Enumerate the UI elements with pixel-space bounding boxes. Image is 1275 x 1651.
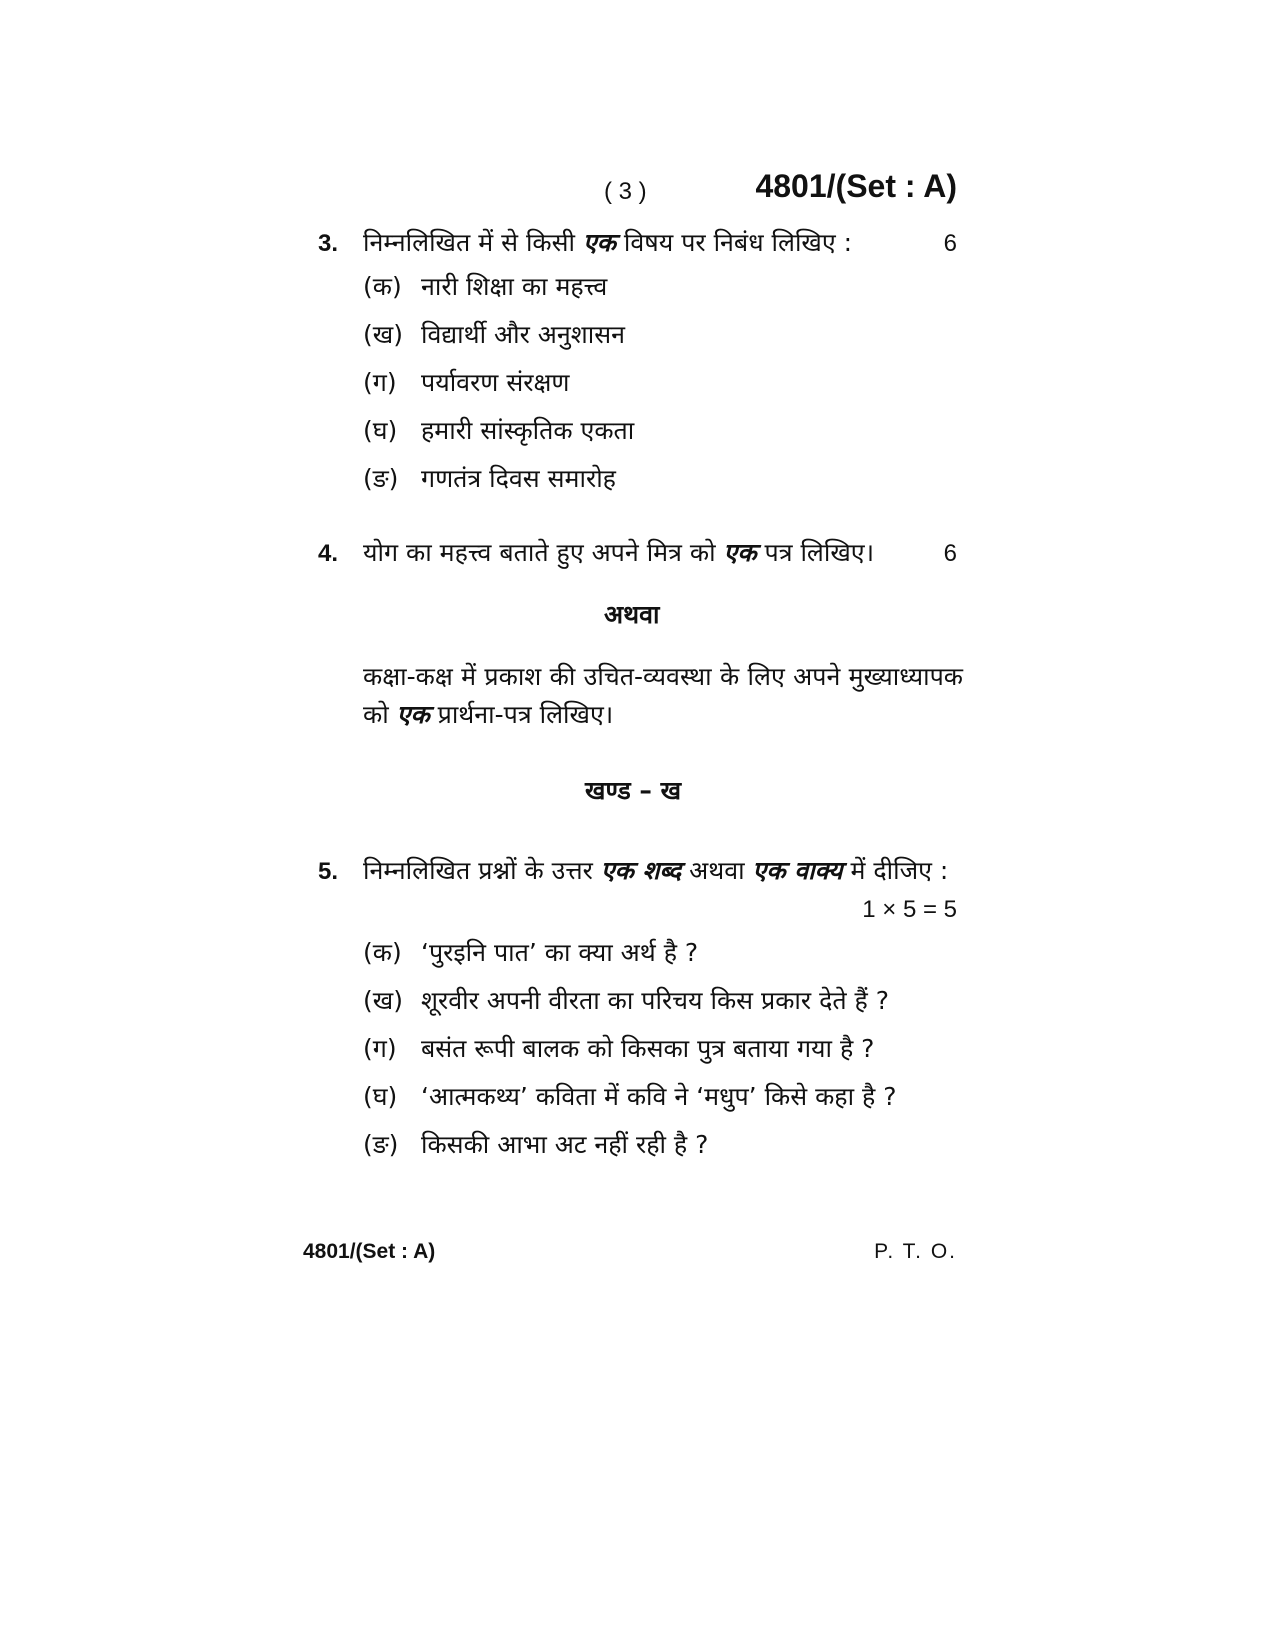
q3-marks: 6 <box>943 230 957 257</box>
q5-option <box>363 1080 896 1114</box>
q4-alt-text-after: प्रार्थना-पत्र लिखिए। <box>429 700 614 729</box>
option-text: बसंत रूपी बालक को किसका पुत्र बताया गया है ? <box>421 1034 875 1063</box>
q5-text-before: निम्नलिखित प्रश्नों के उत्तर <box>363 856 601 885</box>
or-label: अथवा <box>604 600 660 629</box>
q5-option <box>363 936 698 970</box>
q3-option <box>363 366 569 400</box>
q4-alt-text-before: कक्षा-कक्ष में प्रकाश की उचित-व्यवस्था के लिए अपने मुख्याध्यापक को <box>363 662 963 729</box>
q5-text-after: में दीजिए : <box>842 856 949 885</box>
option-label: (घ) <box>363 1082 398 1111</box>
q3-text <box>363 226 852 260</box>
q4-number: 4. <box>318 540 339 567</box>
option-text: नारी शिक्षा का महत्त्व <box>421 272 608 301</box>
option-text: विद्यार्थी और अनुशासन <box>421 320 625 349</box>
q5-option <box>363 1032 874 1066</box>
page-number: ( 3 ) <box>604 178 647 205</box>
paper-code-header: 4801/(Set : A) <box>755 168 957 204</box>
q3-option <box>363 414 634 448</box>
option-label: (ख) <box>363 986 403 1015</box>
q5-emphasis-1: एक शब्द <box>600 856 682 885</box>
q5-number: 5. <box>318 858 339 885</box>
q5-text <box>363 854 948 888</box>
q5-option <box>363 1128 708 1162</box>
section-title: खण्ड – ख <box>585 776 682 805</box>
q5-marks: 1 × 5 = 5 <box>862 896 957 923</box>
option-label: (ग) <box>363 1034 397 1063</box>
option-text: ‘आत्मकथ्य’ कविता में कवि ने ‘मधुप’ किसे कहा है ? <box>421 1082 897 1111</box>
option-text: हमारी सांस्कृतिक एकता <box>421 416 635 445</box>
q4-alternative-text <box>363 658 963 734</box>
option-label: (ङ) <box>363 464 399 493</box>
q3-option <box>363 462 616 496</box>
pto-label: P. T. O. <box>874 1240 957 1263</box>
option-label: (घ) <box>363 416 398 445</box>
option-text: पर्यावरण संरक्षण <box>421 368 570 397</box>
option-label: (क) <box>363 272 402 301</box>
q4-text-before: योग का महत्त्व बताते हुए अपने मित्र को <box>363 538 724 567</box>
q5-option <box>363 984 889 1018</box>
q3-option <box>363 318 625 352</box>
q4-alt-emphasis: एक <box>396 700 430 729</box>
option-text: गणतंत्र दिवस समारोह <box>421 464 616 493</box>
paper-code-footer: 4801/(Set : A) <box>303 1240 436 1263</box>
q3-emphasis: एक <box>582 228 616 257</box>
q4-emphasis: एक <box>723 538 757 567</box>
option-text: किसकी आभा अट नहीं रही है ? <box>421 1130 709 1159</box>
option-label: (ङ) <box>363 1130 399 1159</box>
option-label: (क) <box>363 938 402 967</box>
q3-option <box>363 270 607 304</box>
q4-text-after: पत्र लिखिए। <box>756 538 875 567</box>
q5-emphasis-2: एक वाक्य <box>752 856 843 885</box>
q4-marks: 6 <box>943 540 957 567</box>
q4-text <box>363 536 874 570</box>
option-text: शूरवीर अपनी वीरता का परिचय किस प्रकार देते हैं ? <box>421 986 890 1015</box>
q3-number: 3. <box>318 230 339 257</box>
option-text: ‘पुरइनि पात’ का क्या अर्थ है ? <box>421 938 699 967</box>
q3-text-after: विषय पर निबंध लिखिए : <box>615 228 853 257</box>
q5-text-middle: अथवा <box>681 856 753 885</box>
q3-text-before: निम्नलिखित में से किसी <box>363 228 583 257</box>
option-label: (ग) <box>363 368 397 397</box>
option-label: (ख) <box>363 320 403 349</box>
